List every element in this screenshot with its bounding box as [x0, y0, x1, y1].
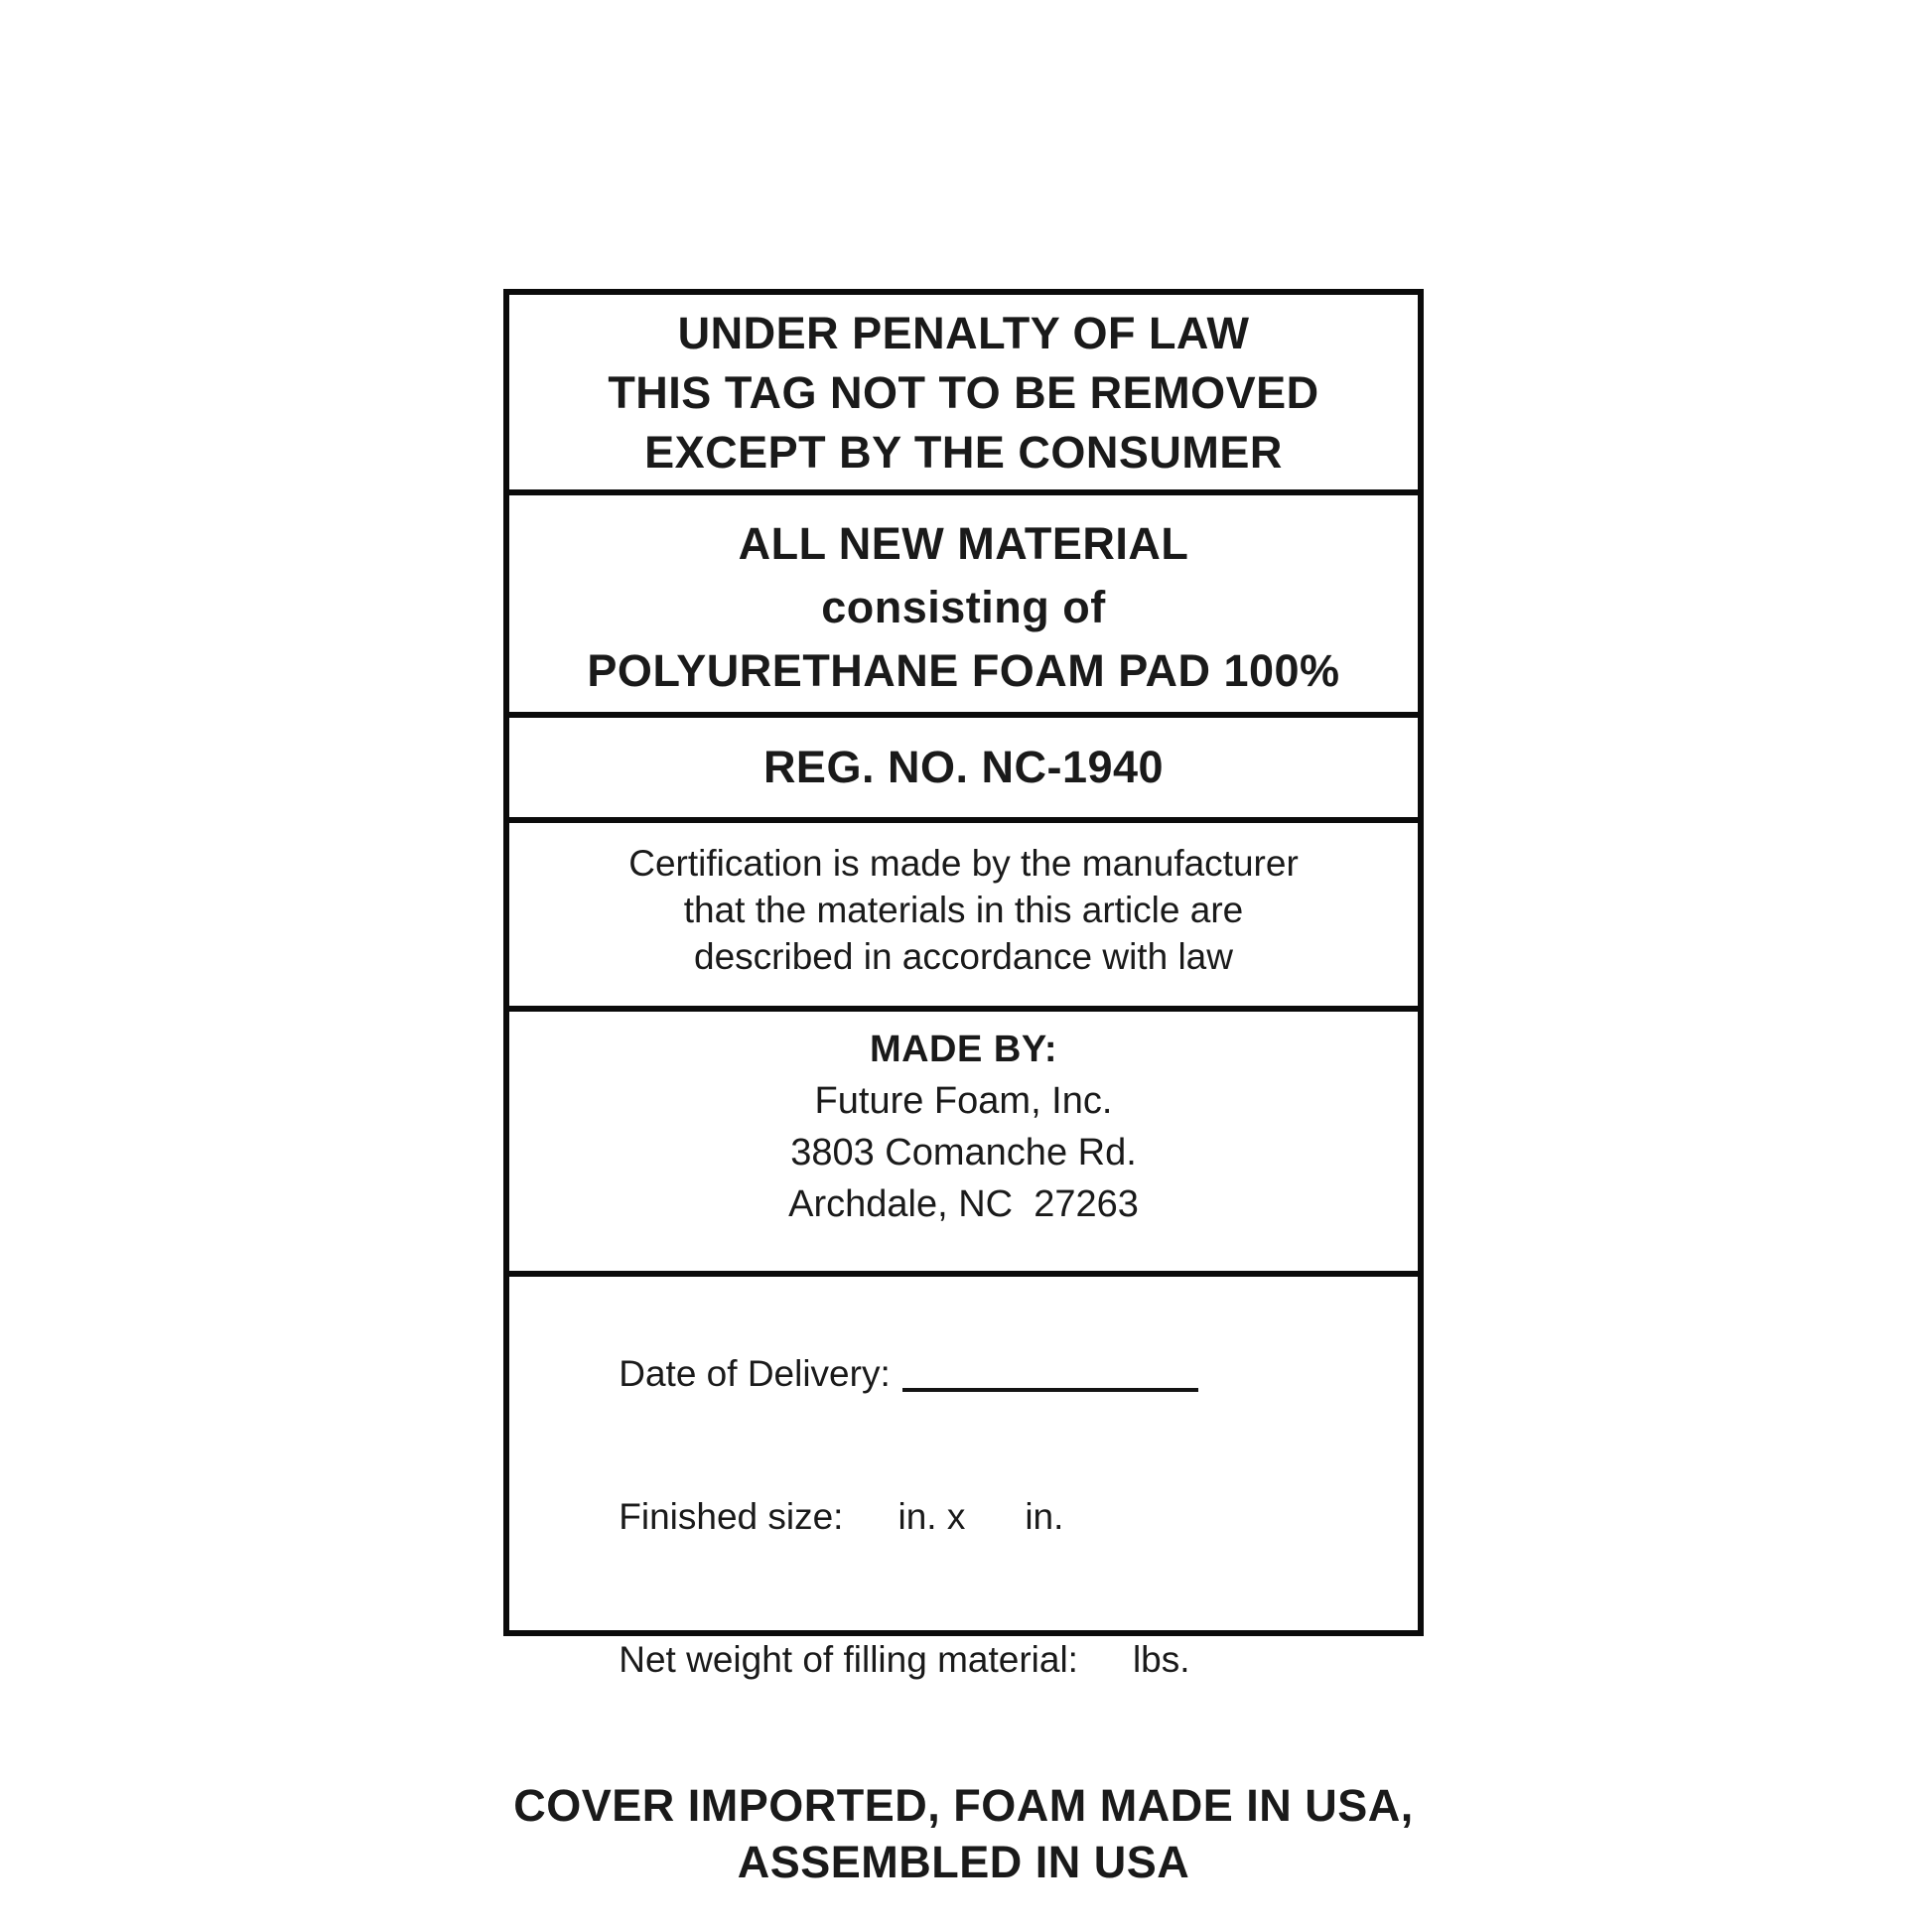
manufacturer-street: 3803 Comanche Rd.: [790, 1132, 1137, 1173]
certification-line-1: Certification is made by the manufacturer: [628, 843, 1299, 884]
penalty-section: [509, 295, 1418, 495]
fill-in-block: [509, 1303, 1418, 1731]
net-weight-unit: lbs.: [1132, 1639, 1190, 1680]
material-line-2: consisting of: [821, 582, 1106, 632]
finished-size-row: [537, 1446, 1418, 1588]
origin-statement: [509, 1777, 1418, 1890]
finished-size-unit-2: in.: [1025, 1496, 1064, 1537]
penalty-line-3: EXCEPT BY THE CONSUMER: [644, 427, 1283, 478]
details-section: [509, 1277, 1418, 1887]
certification-line-3: described in accordance with law: [694, 936, 1233, 977]
registration-number: REG. NO. NC-1940: [762, 742, 1165, 792]
made-by-heading: MADE BY:: [869, 1029, 1058, 1070]
material-section: [509, 495, 1418, 718]
certification-line-2: that the materials in this article are: [683, 890, 1244, 930]
registration-section: [509, 718, 1418, 823]
made-by-section: [509, 1012, 1418, 1277]
manufacturer-name: Future Foam, Inc.: [814, 1080, 1113, 1122]
net-weight-label: Net weight of filling material:: [619, 1639, 1078, 1680]
manufacturer-city-state-zip: Archdale, NC 27263: [788, 1183, 1139, 1225]
penalty-line-1: UNDER PENALTY OF LAW: [677, 308, 1250, 358]
law-tag-label: [503, 289, 1424, 1887]
date-of-delivery-label: Date of Delivery:: [619, 1353, 891, 1394]
net-weight-row: [537, 1588, 1418, 1731]
certification-section: [509, 823, 1418, 1012]
origin-line-2: ASSEMBLED IN USA: [737, 1837, 1190, 1887]
material-line-3: POLYURETHANE FOAM PAD 100%: [587, 645, 1340, 696]
date-of-delivery-row: [537, 1303, 1418, 1446]
penalty-line-2: THIS TAG NOT TO BE REMOVED: [608, 367, 1319, 418]
finished-size-unit-1: in. x: [897, 1496, 966, 1537]
material-line-1: ALL NEW MATERIAL: [738, 518, 1189, 569]
origin-line-1: COVER IMPORTED, FOAM MADE IN USA,: [513, 1780, 1414, 1831]
finished-size-label: Finished size:: [619, 1496, 844, 1537]
date-of-delivery-blank: [902, 1388, 1198, 1392]
